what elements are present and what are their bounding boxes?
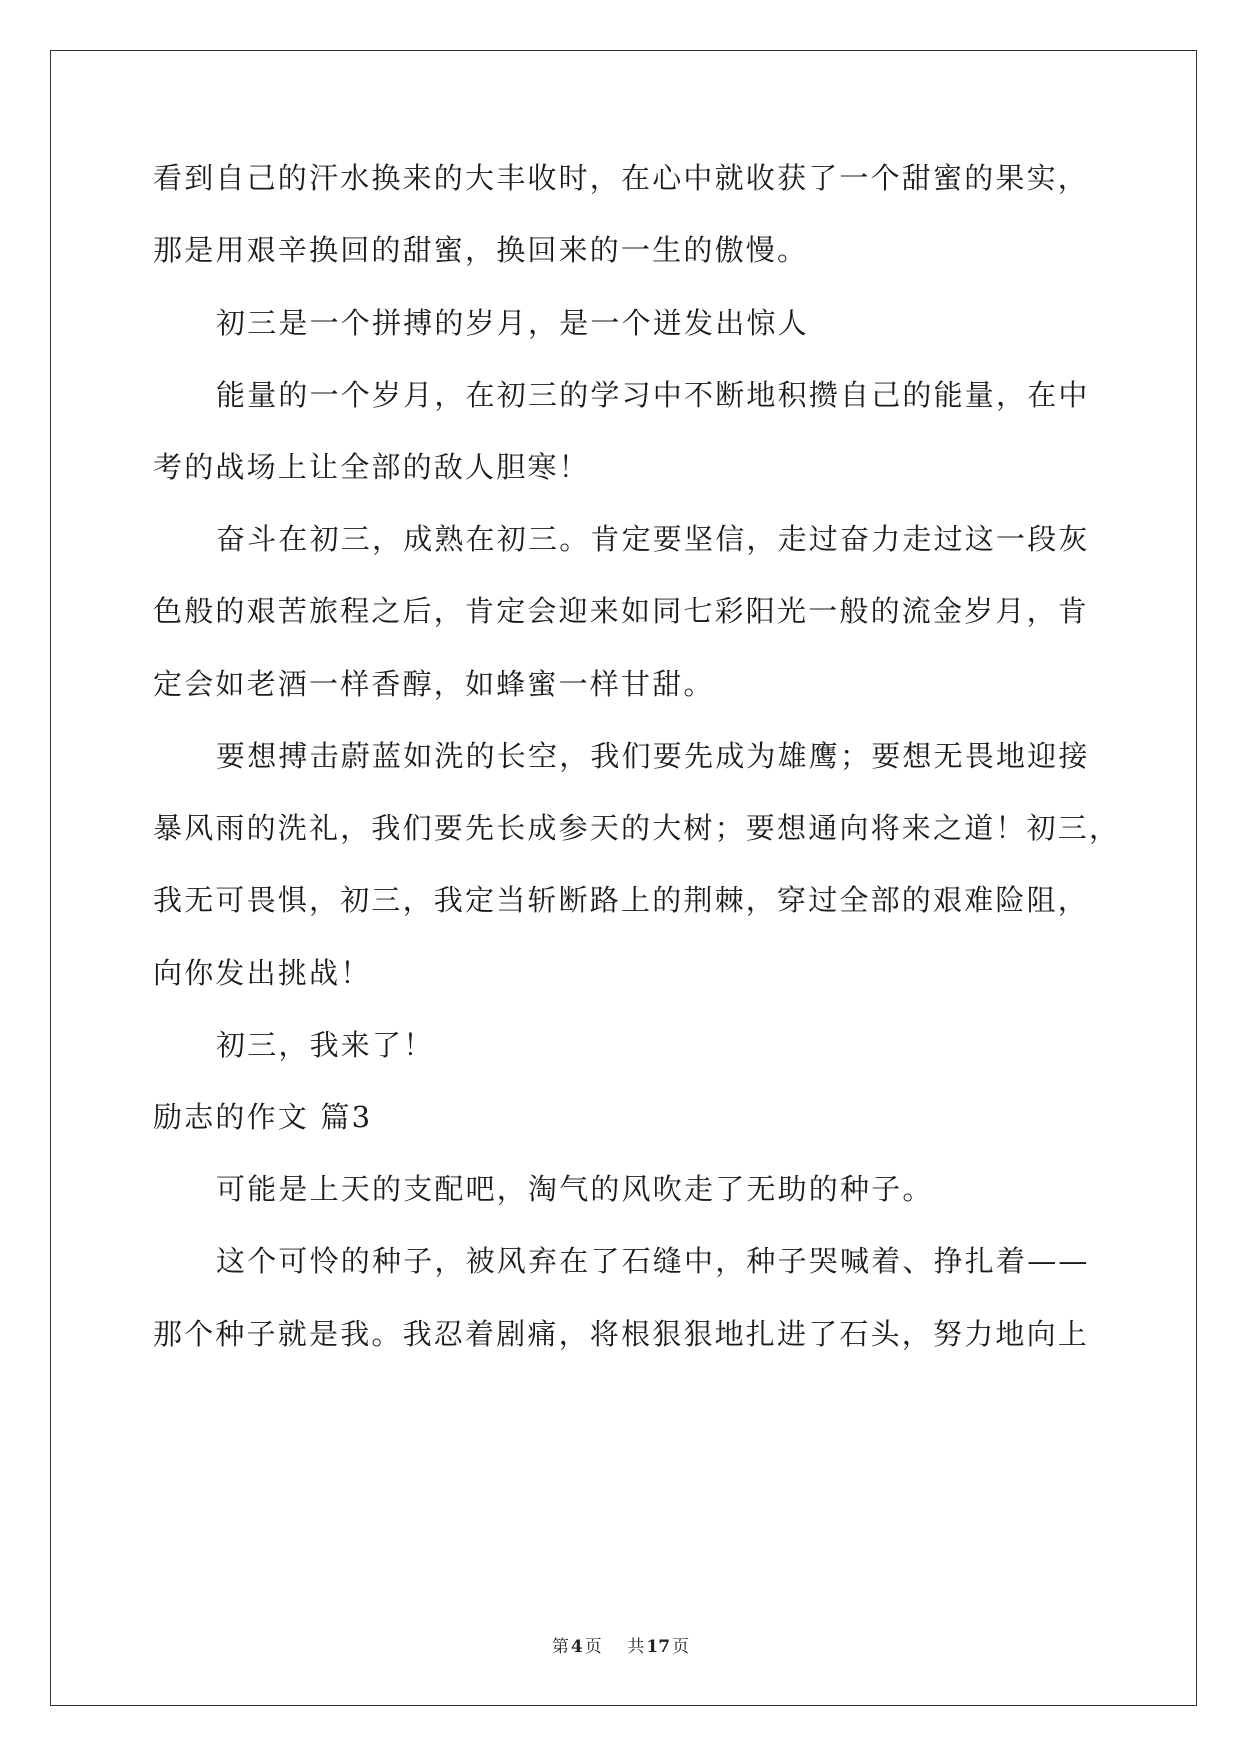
text-line: 可能是上天的支配吧，淘气的风吹走了无助的种子。 xyxy=(216,1172,934,1206)
text-line: 奋斗在初三，成熟在初三。肯定要坚信，走过奋力走过这一段灰 xyxy=(216,522,1090,556)
text-line: 定会如老酒一样香醇，如蜂蜜一样甘甜。 xyxy=(153,667,715,701)
total-pages: 17 xyxy=(646,1637,671,1657)
page-border xyxy=(50,50,1197,1706)
page-footer xyxy=(0,1632,1241,1657)
text-line: 那个种子就是我。我忍着剧痛，将根狠狠地扎进了石头，努力地向上 xyxy=(153,1317,1090,1351)
text-line: 我无可畏惧，初三，我定当斩断路上的荆棘，穿过全部的艰难险阻， xyxy=(153,883,1090,917)
text-line: 初三是一个拼搏的岁月，是一个迸发出惊人 xyxy=(216,306,809,340)
section-heading: 励志的作文 篇3 xyxy=(153,1100,373,1134)
text-line: 看到自己的汗水换来的大丰收时，在心中就收获了一个甜蜜的果实， xyxy=(153,161,1090,195)
text-line: 这个可怜的种子，被风弃在了石缝中，种子哭喊着、挣扎着—— xyxy=(216,1244,1090,1278)
page-suffix: 页 xyxy=(584,1637,602,1657)
text-line: 向你发出挑战！ xyxy=(153,956,372,990)
total-suffix: 页 xyxy=(672,1637,690,1657)
text-line: 色般的艰苦旅程之后，肯定会迎来如同七彩阳光一般的流金岁月，肯 xyxy=(153,594,1090,628)
page-number: 4 xyxy=(570,1637,583,1657)
text-line: 初三，我来了！ xyxy=(216,1028,435,1062)
text-line: 要想搏击蔚蓝如洗的长空，我们要先成为雄鹰；要想无畏地迎接 xyxy=(216,739,1090,773)
total-prefix: 共 xyxy=(627,1637,645,1657)
page-prefix: 第 xyxy=(551,1637,569,1657)
text-line: 暴风雨的洗礼，我们要先长成参天的大树；要想通向将来之道！初三， xyxy=(153,811,1121,845)
text-line: 那是用艰辛换回的甜蜜，换回来的一生的傲慢。 xyxy=(153,233,809,267)
text-line: 考的战场上让全部的敌人胆寒！ xyxy=(153,450,590,484)
text-line: 能量的一个岁月，在初三的学习中不断地积攒自己的能量，在中 xyxy=(216,378,1090,412)
